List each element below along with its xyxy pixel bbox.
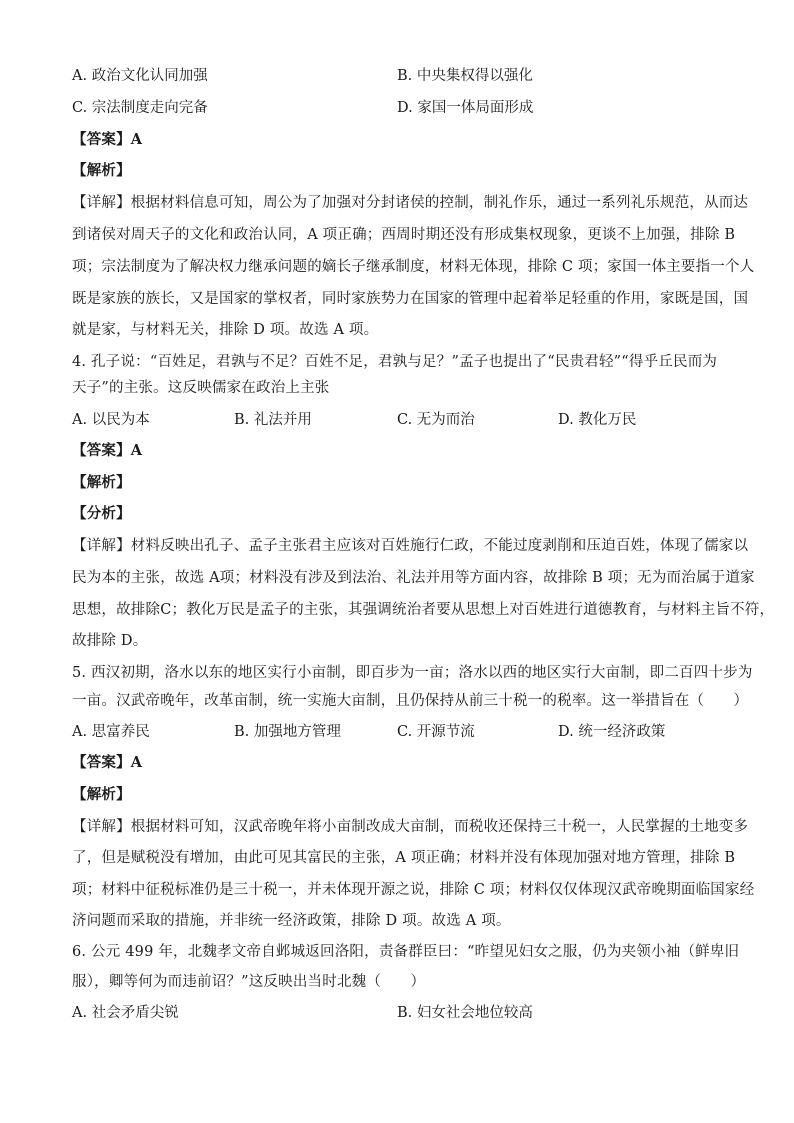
q4-answer: 【答案】A [72, 442, 143, 459]
q5-answer: 【答案】A [72, 754, 143, 771]
q4-detail-line: 民为本的主张，故选 A项；材料没有涉及到法治、礼法并用等方面内容，故排除 B 项；无为而治属于道家 [72, 570, 755, 586]
q3-detail-line: 【详解】根据材料信息可知，周公为了加强对分封诸侯的控制，制礼作乐，通过一系列礼乐规范，从而达 [72, 195, 749, 211]
q6-stem-line: 6. 公元 499 年，北魏孝文帝自邺城返回洛阳，责备群臣曰：“昨望见妇女之服，仍为夹领小袖（鲜卑旧 [72, 944, 740, 960]
q3-detail-line: 项；宗法制度为了解决权力继承问题的嫡长子继承制度，材料无体现，排除 C 项；家国一体主要指一个人 [72, 259, 755, 275]
q4-detail-line: 思想，故排除C；教化万民是孟子的主张，其强调统治者要从思想上对百姓进行道德教育，与材料主旨不符， [72, 602, 775, 618]
q3-answer: 【答案】A [72, 131, 143, 148]
q5-detail-line: 项；材料中征税标准仍是三十税一，并未体现开源之说，排除 C 项；材料仅仅体现汉武帝晚期面临国家经 [72, 882, 755, 898]
q4-option-d: D. 教化万民 [558, 412, 637, 428]
q5-detail-line: 【详解】根据材料可知，汉武帝晚年将小亩制改成大亩制，而税收还保持三十税一，人民掌握的土地变多 [72, 819, 749, 835]
q5-option-a: A. 思富养民 [72, 724, 150, 740]
q5-stem-line: 5. 西汉初期，洛水以东的地区实行小亩制，即百步为一亩；洛水以西的地区实行大亩制，即二百四十步为 [72, 665, 753, 681]
q3-option-d: D. 家国一体局面形成 [397, 100, 534, 116]
q6-option-a: A. 社会矛盾尖锐 [72, 1005, 179, 1021]
q4-detail-line: 【详解】材料反映出孔子、孟子主张君主应该对百姓施行仁政，不能过度剥削和压迫百姓，体现了儒家以 [72, 538, 749, 554]
q6-option-b: B. 妇女社会地位较高 [397, 1005, 533, 1021]
q5-stem-line: 一亩。汉武帝晚年，改革亩制，统一实施大亩制，且仍保持从前三十税一的税率。这一举措旨在（ ） [72, 693, 749, 709]
q3-option-a: A. 政治文化认同加强 [72, 68, 208, 84]
q3-analysis-label: 【解析】 [72, 162, 131, 179]
q3-option-b: B. 中央集权得以强化 [397, 68, 533, 84]
q3-detail-line: 到诸侯对周天子的文化和政治认同，A 项正确；西周时期还没有形成集权现象，更谈不上加强，排除 B [72, 227, 736, 243]
q5-option-b: B. 加强地方管理 [234, 724, 341, 740]
q3-option-c: C. 宗法制度走向完备 [72, 100, 208, 116]
q3-detail-line: 就是家，与材料无关，排除 D 项。故选 A 项。 [72, 322, 379, 338]
q5-option-d: D. 统一经济政策 [558, 724, 666, 740]
q4-stem-line: 4. 孔子说：“百姓足，君孰与不足？百姓不足，君孰与足？”孟子也提出了“民贵君轻”“得乎丘民而为 [72, 354, 718, 370]
q5-option-c: C. 开源节流 [397, 724, 475, 740]
q6-stem-line: 服），卿等何为而违前诏？”这反映出当时北魏（ ） [72, 974, 426, 990]
q4-analysis-label: 【解析】 [72, 474, 131, 491]
q4-option-b: B. 礼法并用 [234, 412, 312, 428]
q5-detail-line: 济问题而采取的措施，并非统一经济政策，排除 D 项。故选 A 项。 [72, 913, 511, 929]
q3-detail-line: 既是家族的族长，又是国家的掌权者，同时家族势力在国家的管理中起着举足轻重的作用，家既是国，国 [72, 291, 749, 307]
q5-detail-line: 了，但是赋税没有增加，由此可见其富民的主张，A 项正确；材料并没有体现加强对地方管理，排除 B [72, 850, 736, 866]
q4-detail-line: 故排除 D。 [72, 633, 148, 649]
q4-option-c: C. 无为而治 [397, 412, 475, 428]
q4-stem-line: 天子”的主张。这反映儒家在政治上主张 [72, 380, 330, 396]
q4-option-a: A. 以民为本 [72, 412, 150, 428]
q4-fenxi-label: 【分析】 [72, 505, 131, 522]
q5-analysis-label: 【解析】 [72, 786, 131, 803]
